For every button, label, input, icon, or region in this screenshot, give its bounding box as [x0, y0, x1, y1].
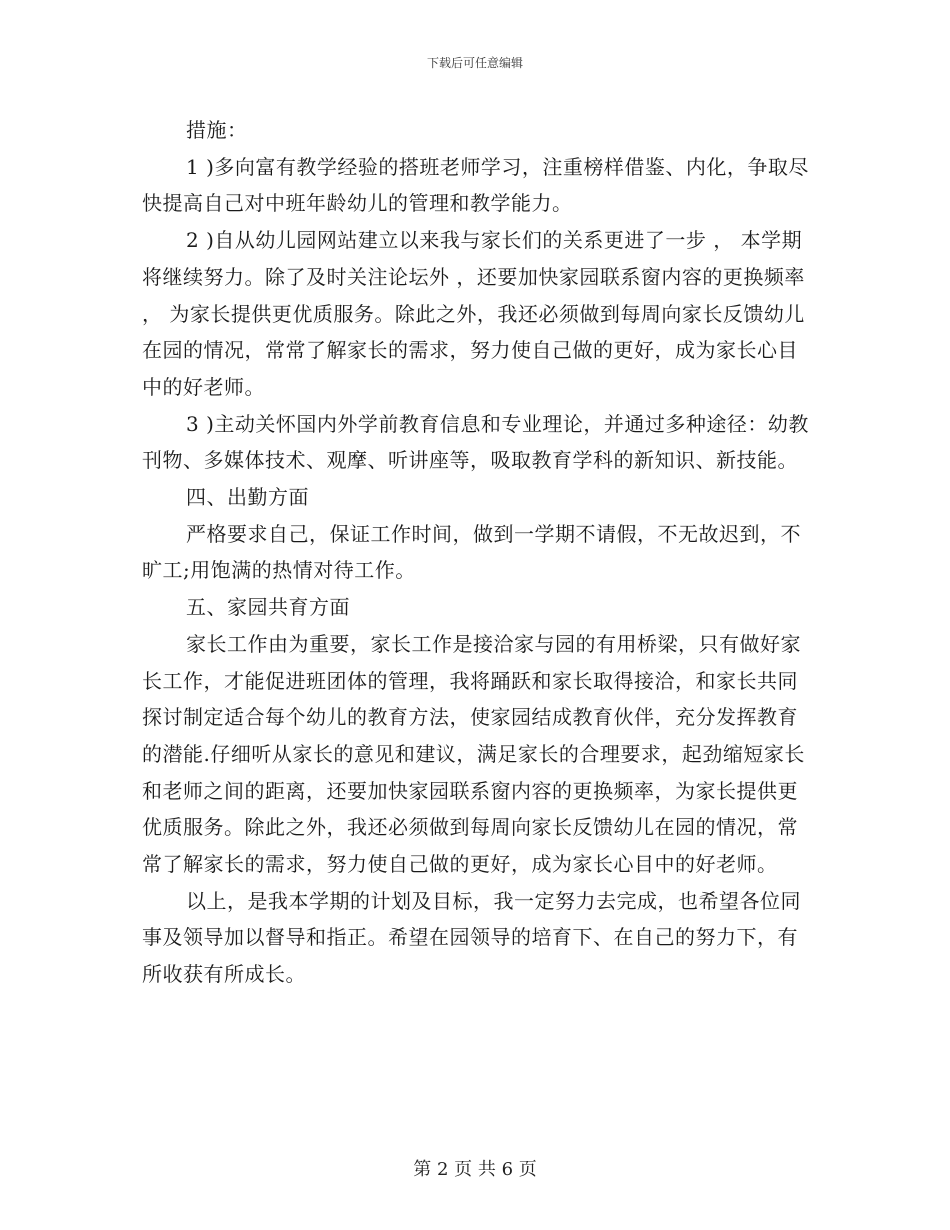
paragraph-measure-3: 3 )主动关怀国内外学前教育信息和专业理论，并通过多种途径：幼教刊物、多媒体技术、观摩、听讲座等，吸取教育学科的新知识、新技能。: [142, 411, 809, 473]
section-heading-home-school: 五、家园共育方面: [186, 595, 350, 620]
section-heading-attendance: 四、出勤方面: [186, 485, 309, 510]
header-note: 下载后可任意编辑: [426, 56, 523, 70]
paragraph-measure-1: 1 )多向富有教学经验的搭班老师学习，注重榜样借鉴、内化，争取尽快提高自己对中班年龄幼儿的管理和教学能力。: [142, 154, 809, 216]
paragraph-attendance: 严格要求自己，保证工作时间，做到一学期不请假，不无故迟到，不旷工;用饱满的热情对待工作。: [142, 521, 801, 583]
paragraph-conclusion: 以上，是我本学期的计划及目标，我一定努力去完成，也希望各位同事及领导加以督导和指正。希望在园领导的培育下、在自己的努力下，有所收获有所成长。: [142, 888, 801, 987]
paragraph-measures-heading: 措施：: [186, 118, 248, 142]
page-number: 第 2 页 共 6 页: [413, 1159, 537, 1180]
paragraph-measure-2: 2 )自从幼儿园网站建立以来我与家长们的关系更进了一步 ， 本学期将继续努力。除了及时关注论坛外 ，还要加快家园联系窗内容的更换频率 ， 为家长提供更优质服务。除此之外，我还必须做到每周向家长反馈幼儿在园的情况，常常了解家长的需求，努力使自己做的更好，成为家长心目中的好老师。: [142, 228, 805, 399]
paragraph-home-school: 家长工作由为重要，家长工作是接洽家与园的有用桥梁，只有做好家长工作，才能促进班团体的管理，我将踊跃和家长取得接洽，和家长共同探讨制定适合每个幼儿的教育方法，使家园结成教育伙伴，充分发挥教育的潜能.仔细听从家长的意见和建议，满足家长的合理要求，起劲缩短家长和老师之间的距离，还要加快家园联系窗内容的更换频率，为家长提供更优质服务。除此之外，我还必须做到每周向家长反馈幼儿在园的情况，常常了解家长的需求，努力使自己做的更好，成为家长心目中的好老师。: [142, 631, 805, 877]
document-body: [142, 112, 814, 993]
